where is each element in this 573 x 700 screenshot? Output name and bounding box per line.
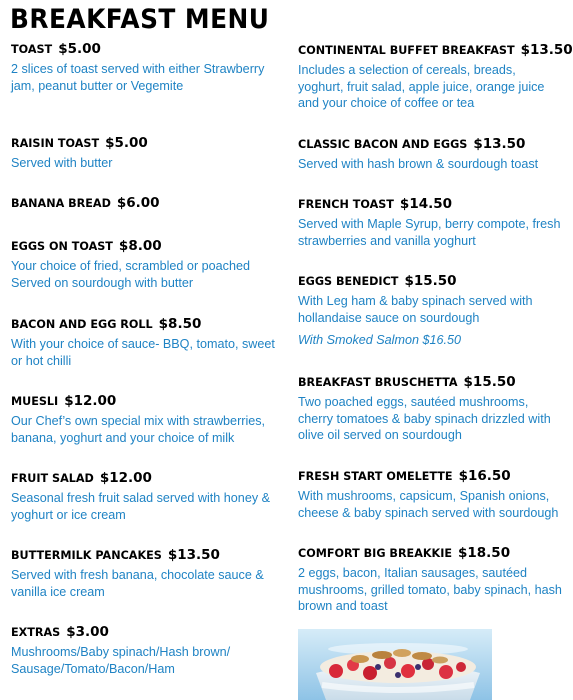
item-description: Seasonal fresh fruit salad served with honey & yoghurt or ice cream xyxy=(11,491,271,522)
item-price: $15.50 xyxy=(463,374,516,390)
menu-item-muesli xyxy=(11,392,276,446)
item-description: With your choice of sauce- BBQ, tomato, sweet or hot chilli xyxy=(11,337,275,368)
item-addon: With Smoked Salmon $16.50 xyxy=(298,333,461,347)
item-name: COMFORT BIG BREAKKIE xyxy=(298,547,452,560)
item-price: $15.50 xyxy=(404,273,457,289)
item-price: $5.00 xyxy=(105,135,148,151)
item-price: $8.50 xyxy=(158,316,202,332)
item-description: Two poached eggs, sautéed mushrooms, cherry tomatoes & baby spinach drizzled with olive oil served on sourdough xyxy=(298,395,551,442)
item-description: Includes a selection of cereals, breads, yoghurt, fruit salad, apple juice, orange juice and your choice of coffee or tea xyxy=(298,63,545,110)
menu-item-raisin-toast xyxy=(11,134,276,172)
item-price: $13.50 xyxy=(167,547,220,563)
item-price: $5.00 xyxy=(58,41,101,57)
item-description: Your choice of fried, scrambled or poached Served on sourdough with butter xyxy=(11,259,250,290)
item-description: 2 slices of toast served with either Strawberry jam, peanut butter or Vegemite xyxy=(11,62,265,93)
item-name: BANANA BREAD xyxy=(11,197,111,210)
menu-item-french-toast xyxy=(298,195,563,249)
menu-item-comfort-big-breakkie xyxy=(298,544,563,615)
menu-item-continental-buffet xyxy=(298,41,573,112)
item-price: $6.00 xyxy=(116,195,160,211)
item-description: With Leg ham & baby spinach served with hollandaise sauce on sourdough xyxy=(298,294,533,325)
menu-title: BREAKFAST MENU xyxy=(10,4,270,35)
item-name: EGGS ON TOAST xyxy=(11,240,113,253)
item-description: Served with fresh banana, chocolate sauce & vanilla ice cream xyxy=(11,568,264,599)
menu-item-toast xyxy=(11,40,276,94)
item-name: FRESH START OMELETTE xyxy=(298,470,453,483)
menu-item-extras xyxy=(11,623,276,677)
menu-item-classic-bacon-eggs xyxy=(298,135,563,173)
item-price: $12.00 xyxy=(99,470,152,486)
item-price: $13.50 xyxy=(473,136,526,152)
menu-item-eggs-benedict xyxy=(298,272,563,348)
item-name: FRUIT SALAD xyxy=(11,472,94,485)
item-price: $3.00 xyxy=(66,624,109,640)
muesli-bowl-photo xyxy=(298,629,492,700)
item-description: 2 eggs, bacon, Italian sausages, sautéed mushrooms, grilled tomato, baby spinach, hash brown and toast xyxy=(298,566,562,613)
item-name: FRENCH TOAST xyxy=(298,198,394,211)
item-name: EXTRAS xyxy=(11,626,61,639)
menu-item-eggs-on-toast xyxy=(11,237,276,291)
item-price: $8.00 xyxy=(118,238,162,254)
menu-item-fruit-salad xyxy=(11,469,276,523)
item-name: CONTINENTAL BUFFET BREAKFAST xyxy=(298,44,515,57)
item-price: $12.00 xyxy=(64,393,117,409)
item-name: EGGS BENEDICT xyxy=(298,275,399,288)
item-price: $13.50 xyxy=(520,42,573,58)
item-name: BREAKFAST BRUSCHETTA xyxy=(298,376,458,389)
menu-item-bacon-egg-roll xyxy=(11,315,276,369)
item-description: Mushrooms/Baby spinach/Hash brown/ Sausage/Tomato/Bacon/Ham xyxy=(11,645,231,676)
item-price: $16.50 xyxy=(458,468,511,484)
item-description: With mushrooms, capsicum, Spanish onions, cheese & baby spinach served with sourdough xyxy=(298,489,559,520)
item-description: Served with hash brown & sourdough toast xyxy=(298,157,539,171)
menu-item-buttermilk-pancakes xyxy=(11,546,276,600)
menu-item-banana-bread xyxy=(11,194,276,213)
item-description: Our Chef’s own special mix with strawberries, banana, yoghurt and your choice of milk xyxy=(11,414,266,445)
item-name: CLASSIC BACON AND EGGS xyxy=(298,138,468,151)
item-name: BACON AND EGG ROLL xyxy=(11,318,153,331)
menu-item-breakfast-bruschetta xyxy=(298,373,563,444)
item-price: $14.50 xyxy=(399,196,453,212)
item-description: Served with butter xyxy=(11,156,113,170)
item-name: RAISIN TOAST xyxy=(11,137,100,150)
item-name: TOAST xyxy=(11,43,53,56)
item-name: MUESLI xyxy=(11,395,59,408)
menu-item-fresh-start-omelette xyxy=(298,467,563,521)
item-name: BUTTERMILK PANCAKES xyxy=(11,549,162,562)
item-description: Served with Maple Syrup, berry compote, fresh strawberries and vanilla yoghurt xyxy=(298,217,561,248)
item-price: $18.50 xyxy=(458,545,511,561)
